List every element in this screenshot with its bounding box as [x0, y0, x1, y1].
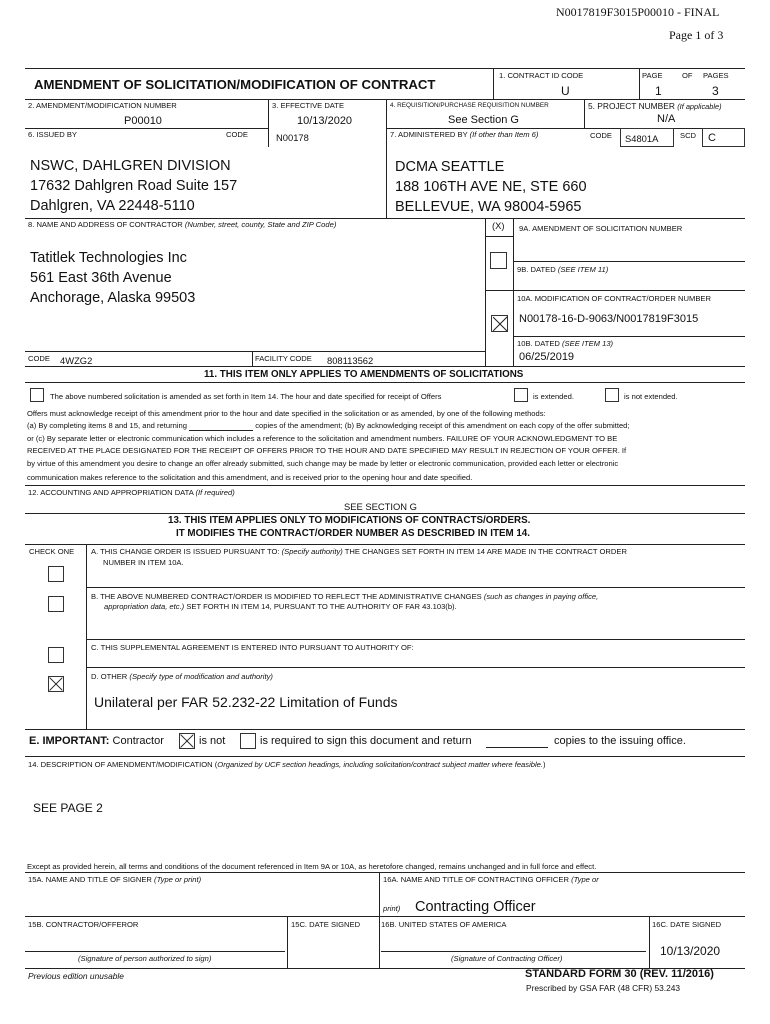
contractor-line-2: 561 East 36th Avenue — [30, 270, 172, 286]
contractor-code: 4WZG2 — [60, 355, 93, 366]
issued-by-line-1: NSWC, DAHLGREN DIVISION — [30, 158, 231, 174]
scd-value: C — [708, 132, 716, 144]
field-15b-label: 15B. CONTRACTOR/OFFEROR — [28, 920, 139, 929]
requisition-number: See Section G — [448, 114, 519, 126]
page-label: PAGE — [642, 71, 663, 80]
is-extended-label: is extended. — [533, 392, 574, 401]
option-b-checkbox[interactable] — [48, 596, 64, 612]
field-7-label: 7. ADMINISTERED BY (If other than Item 6) — [390, 130, 539, 139]
amendment-number: P00010 — [124, 115, 162, 127]
field-1-label: 1. CONTRACT ID CODE — [499, 71, 584, 80]
except-text: Except as provided herein, all terms and conditions of the document referenced in Item 9A or 10A, as heretofore changed, remains unchanged and in full force and effect. — [27, 862, 597, 871]
project-number: N/A — [657, 113, 676, 125]
contractor-code-label: CODE — [28, 354, 50, 363]
page-indicator: Page 1 of 3 — [669, 28, 724, 42]
field-16a-label: 16A. NAME AND TITLE OF CONTRACTING OFFICER (Type or — [383, 875, 599, 884]
facility-code: 808113562 — [327, 355, 374, 366]
section-11-paragraph-5: by virtue of this amendment you desire to change an offer already submitted, such change may be made by letter or electronic communication, provided each letter or electronic — [27, 459, 619, 468]
field-15a-label: 15A. NAME AND TITLE OF SIGNER (Type or print) — [28, 875, 202, 884]
option-c-label: C. THIS SUPPLEMENTAL AGREEMENT IS ENTERED INTO PURSUANT TO AUTHORITY OF: — [91, 643, 414, 652]
contractor-signature-line — [25, 951, 285, 952]
administered-by-code: S4801A — [625, 133, 659, 144]
issued-by-code: N00178 — [276, 132, 309, 143]
document-id: N0017819F3015P00010 - FINAL — [556, 5, 720, 19]
description-value: SEE PAGE 2 — [33, 801, 103, 815]
contract-id-code: U — [561, 84, 570, 98]
modification-contract-number: N00178-16-D-9063/N0017819F3015 — [519, 313, 699, 325]
field-16a-label-cont: print) — [383, 904, 401, 913]
option-d-checkbox-checked[interactable] — [48, 676, 64, 692]
field-12-label: 12. ACCOUNTING AND APPROPRIATION DATA (If required) — [28, 488, 235, 497]
field-9b-label: 9B. DATED (SEE ITEM 11) — [517, 265, 609, 274]
field-16c-label: 16C. DATE SIGNED — [652, 920, 722, 929]
option-b-line-2: appropriation data, etc.) SET FORTH IN ITEM 14, PURSUANT TO THE AUTHORITY OF FAR 43.103(b). — [104, 602, 457, 611]
administered-by-line-1: DCMA SEATTLE — [395, 159, 505, 175]
field-9a-label: 9A. AMENDMENT OF SOLICITATION NUMBER — [519, 224, 683, 233]
is-not-extended-label: is not extended. — [624, 392, 678, 401]
section-11-line-1: The above numbered solicitation is amended as set forth in Item 14. The hour and date specified for receipt of Offers — [50, 392, 442, 401]
option-d-value: Unilateral per FAR 52.232-22 Limitation of Funds — [94, 694, 398, 710]
prescribed-by: Prescribed by GSA FAR (48 CFR) 53.243 — [526, 983, 681, 993]
field-15c-label: 15C. DATE SIGNED — [291, 920, 361, 929]
officer-signature-line — [381, 951, 646, 952]
item-9-checkbox[interactable] — [490, 252, 507, 269]
is-not-extended-checkbox[interactable] — [605, 388, 619, 402]
copies-label: copies to the issuing office. — [554, 735, 686, 747]
option-a-line-2: NUMBER IN ITEM 10A. — [103, 558, 184, 567]
issued-by-line-2: 17632 Dahlgren Road Suite 157 — [30, 178, 238, 194]
solicitation-amended-checkbox[interactable] — [30, 388, 44, 402]
contractor-line-3: Anchorage, Alaska 99503 — [30, 290, 196, 306]
section-11-paragraph-6: communication makes reference to the solicitation and this amendment, and is received prior to the opening hour and date specified. — [27, 473, 473, 482]
signature-16-note: (Signature of Contracting Officer) — [451, 954, 563, 963]
of-label: OF — [682, 71, 693, 80]
section-11-paragraph-1: Offers must acknowledge receipt of this amendment prior to the hour and date specified in the solicitation or as amended, by one of the following methods: — [27, 409, 546, 418]
contracting-officer-date: 10/13/2020 — [660, 944, 721, 958]
facility-code-label: FACILITY CODE — [255, 354, 312, 363]
item-10-checkbox-checked[interactable] — [491, 315, 508, 332]
section-13-title-2: IT MODIFIES THE CONTRACT/ORDER NUMBER AS DESCRIBED IN ITEM 14. — [176, 528, 530, 539]
option-a-line-1: A. THIS CHANGE ORDER IS ISSUED PURSUANT TO: (Specify authority) THE CHANGES SET FORTH IN ITEM 14 ARE MADE IN THE CONTRACT ORDER — [91, 547, 627, 556]
contracting-officer-name: Contracting Officer — [415, 899, 536, 915]
field-10b-label: 10B. DATED (SEE ITEM 13) — [517, 339, 614, 348]
field-10a-label: 10A. MODIFICATION OF CONTRACT/ORDER NUMBER — [517, 294, 711, 303]
is-extended-checkbox[interactable] — [514, 388, 528, 402]
field-8-label: 8. NAME AND ADDRESS OF CONTRACTOR (Number, street, county, State and ZIP Code) — [28, 220, 337, 229]
previous-edition-note: Previous edition unusable — [28, 971, 124, 981]
check-one-label: CHECK ONE — [29, 547, 75, 556]
is-required-label: is required to sign this document and return — [260, 735, 472, 747]
section-11-paragraph-2: (a) By completing items 8 and 15, and returning copies of the amendment; (b) By acknowledging receipt of this amendment on each copy of the offer submitted; — [27, 421, 630, 430]
field-4-label: 4. REQUISITION/PURCHASE REQUISITION NUMBER — [390, 102, 549, 109]
field-16b-label: 16B. UNITED STATES OF AMERICA — [381, 920, 507, 929]
scd-label: SCD — [680, 131, 697, 140]
option-b-line-1: B. THE ABOVE NUMBERED CONTRACT/ORDER IS MODIFIED TO REFLECT THE ADMINISTRATIVE CHANGES (such as changes in paying office, — [91, 592, 599, 601]
total-pages: 3 — [712, 84, 719, 98]
field-6-code-label: CODE — [226, 130, 248, 139]
section-11-title: 11. THIS ITEM ONLY APPLIES TO AMENDMENTS OF SOLICITATIONS — [204, 369, 524, 380]
field-5-label: 5. PROJECT NUMBER (If applicable) — [588, 101, 722, 111]
effective-date: 10/13/2020 — [297, 115, 353, 127]
field-2-label: 2. AMENDMENT/MODIFICATION NUMBER — [28, 101, 177, 110]
option-c-checkbox[interactable] — [48, 647, 64, 663]
section-11-paragraph-4: RECEIVED AT THE PLACE DESIGNATED FOR THE RECEIPT OF OFFERS PRIOR TO THE HOUR AND DATE SPECIFIED MAY RESULT IN REJECTION OF YOUR OFFER. If — [27, 446, 627, 455]
is-not-checkbox-checked[interactable] — [179, 733, 195, 749]
form-title: AMENDMENT OF SOLICITATION/MODIFICATION OF CONTRACT — [34, 77, 436, 92]
section-11-paragraph-3: or (c) By separate letter or electronic communication which includes a reference to the solicitation and amendment numbers. FAILURE OF YOUR ACKNOWLEDGMENT TO BE — [27, 434, 618, 443]
field-3-label: 3. EFFECTIVE DATE — [272, 101, 345, 110]
option-d-label: D. OTHER (Specify type of modification and authority) — [91, 672, 273, 681]
issued-by-line-3: Dahlgren, VA 22448-5110 — [30, 198, 195, 214]
page-number: 1 — [655, 84, 662, 98]
standard-form-label: STANDARD FORM 30 (REV. 11/2016) — [525, 968, 714, 980]
important-row: E. IMPORTANT: Contractor — [29, 735, 164, 747]
copies-blank — [486, 747, 548, 748]
contractor-line-1: Tatitlek Technologies Inc — [30, 250, 187, 266]
administered-by-line-2: 188 106TH AVE NE, STE 660 — [395, 179, 587, 195]
is-required-checkbox[interactable] — [240, 733, 256, 749]
signature-15-note: (Signature of person authorized to sign) — [78, 954, 212, 963]
is-not-label: is not — [199, 735, 226, 747]
contract-dated: 06/25/2019 — [519, 351, 575, 363]
field-7-code-label: CODE — [590, 131, 612, 140]
option-a-checkbox[interactable] — [48, 566, 64, 582]
field-6-label: 6. ISSUED BY — [28, 130, 77, 139]
x-column-label: (X) — [492, 220, 505, 231]
section-13-title-1: 13. THIS ITEM APPLIES ONLY TO MODIFICATIONS OF CONTRACTS/ORDERS. — [168, 515, 531, 526]
accounting-data: SEE SECTION G — [344, 501, 417, 512]
administered-by-line-3: BELLEVUE, WA 98004-5965 — [395, 199, 582, 215]
pages-label: PAGES — [703, 71, 729, 80]
field-14-label: 14. DESCRIPTION OF AMENDMENT/MODIFICATION (Organized by UCF section headings, including solicitation/contract subject matter where feasible.) — [28, 760, 546, 769]
